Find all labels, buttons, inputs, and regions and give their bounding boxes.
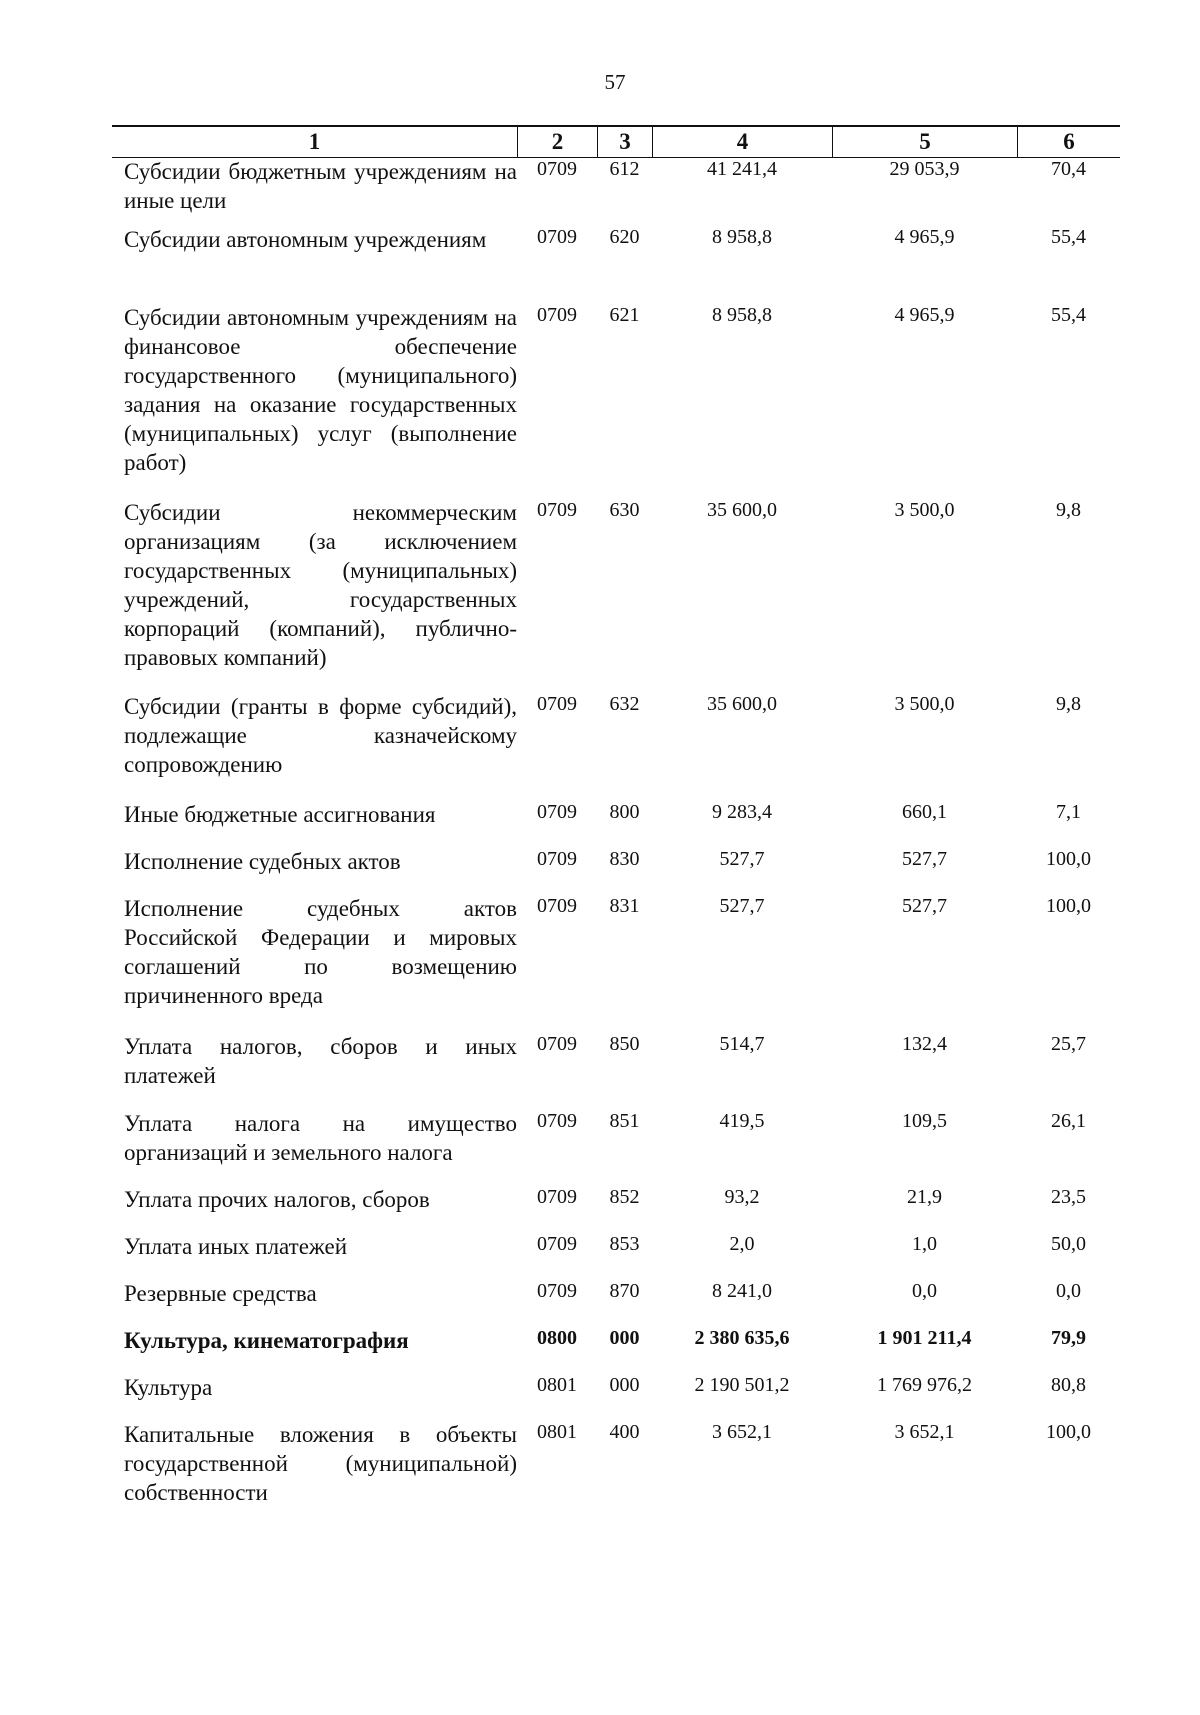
row-type: 830 <box>609 848 640 870</box>
table-row <box>112 692 1120 800</box>
row-plan: 93,2 <box>724 1186 760 1208</box>
row-section: 0709 <box>537 848 577 870</box>
table-row <box>112 1279 1120 1326</box>
row-fact: 1 901 211,4 <box>877 1327 972 1349</box>
row-plan: 419,5 <box>719 1110 765 1132</box>
row-name: Субсидии некоммерческим организациям (за исключением государственных (муниципальных) учреждений, государственных корпораций (компаний), публично-правовых компаний) <box>124 500 517 670</box>
row-percent: 0,0 <box>1056 1280 1081 1302</box>
row-section: 0800 <box>537 1327 577 1349</box>
row-fact: 527,7 <box>902 848 947 870</box>
table-row <box>112 800 1120 847</box>
row-section: 0801 <box>537 1421 577 1443</box>
row-section: 0709 <box>537 1186 577 1208</box>
row-name: Исполнение судебных актов Российской Федерации и мировых соглашений по возмещению причиненного вреда <box>124 896 517 1008</box>
row-name: Культура, кинематография <box>124 1328 409 1353</box>
row-name: Субсидии (гранты в форме субсидий), подлежащие казначейскому сопровождению <box>124 694 517 777</box>
row-plan: 8 241,0 <box>712 1280 772 1302</box>
row-plan: 2,0 <box>729 1233 755 1255</box>
row-section: 0709 <box>537 226 577 248</box>
row-percent: 100,0 <box>1046 895 1091 917</box>
row-type: 852 <box>609 1186 640 1208</box>
row-section: 0709 <box>537 158 577 180</box>
table-header <box>112 125 1120 158</box>
row-type: 621 <box>609 304 640 326</box>
row-plan: 8 958,8 <box>712 304 772 326</box>
table-row <box>112 1109 1120 1185</box>
row-fact: 1,0 <box>912 1233 937 1255</box>
row-percent: 70,4 <box>1051 158 1086 180</box>
table-row <box>112 1420 1120 1520</box>
row-type: 612 <box>609 158 640 180</box>
row-type: 630 <box>609 499 640 521</box>
row-plan: 2 190 501,2 <box>694 1374 790 1396</box>
row-type: 853 <box>609 1233 640 1255</box>
row-section: 0709 <box>537 693 577 715</box>
row-fact: 3 500,0 <box>894 499 955 521</box>
row-plan: 514,7 <box>719 1033 765 1055</box>
table-row <box>112 1373 1120 1420</box>
row-plan: 3 652,1 <box>712 1421 772 1443</box>
row-name: Резервные средства <box>124 1281 317 1306</box>
row-section: 0709 <box>537 1110 577 1132</box>
column-header-3: 3 <box>597 127 652 157</box>
row-plan: 35 600,0 <box>707 499 777 521</box>
row-name: Исполнение судебных актов <box>124 849 401 874</box>
row-section: 0709 <box>537 499 577 521</box>
row-type: 870 <box>609 1280 640 1302</box>
page-number: 57 <box>604 70 626 94</box>
row-fact: 660,1 <box>902 801 947 823</box>
column-header-1: 1 <box>308 129 321 154</box>
row-name: Капитальные вложения в объекты государственной (муниципальной) собственности <box>124 1422 517 1505</box>
column-header-2: 2 <box>517 127 597 157</box>
row-fact: 1 769 976,2 <box>877 1374 972 1396</box>
row-fact: 4 965,9 <box>894 226 955 248</box>
row-percent: 55,4 <box>1051 226 1086 248</box>
table-row <box>112 1326 1120 1373</box>
row-name: Иные бюджетные ассигнования <box>124 802 436 827</box>
row-type: 831 <box>609 895 640 917</box>
row-fact: 0,0 <box>912 1280 937 1302</box>
row-section: 0709 <box>537 1033 577 1055</box>
row-percent: 26,1 <box>1051 1110 1086 1132</box>
row-name: Уплата иных платежей <box>124 1234 348 1259</box>
row-fact: 3 500,0 <box>894 693 955 715</box>
row-type: 632 <box>609 693 640 715</box>
row-fact: 3 652,1 <box>894 1421 955 1443</box>
row-section: 0709 <box>537 304 577 326</box>
row-percent: 50,0 <box>1051 1233 1086 1255</box>
row-section: 0709 <box>537 801 577 823</box>
table-row <box>112 157 1120 225</box>
table-body <box>112 157 1120 1520</box>
row-name: Субсидии автономным учреждениям <box>124 227 487 252</box>
row-percent: 80,8 <box>1051 1374 1086 1396</box>
row-type: 850 <box>609 1033 640 1055</box>
row-percent: 23,5 <box>1051 1186 1086 1208</box>
row-type: 851 <box>609 1110 640 1132</box>
row-fact: 29 053,9 <box>889 158 960 180</box>
row-fact: 4 965,9 <box>894 304 955 326</box>
row-percent: 55,4 <box>1051 304 1086 326</box>
row-percent: 7,1 <box>1056 801 1081 823</box>
row-name: Субсидии бюджетным учреждениям на иные цели <box>124 159 517 213</box>
row-section: 0709 <box>537 1280 577 1302</box>
row-fact: 21,9 <box>907 1186 942 1208</box>
table-row <box>112 1232 1120 1279</box>
table-row <box>112 894 1120 1032</box>
row-type: 400 <box>609 1421 640 1443</box>
row-type: 000 <box>609 1327 640 1349</box>
row-percent: 79,9 <box>1051 1327 1086 1349</box>
row-fact: 109,5 <box>902 1110 947 1132</box>
row-plan: 2 380 635,6 <box>694 1327 790 1349</box>
table-row <box>112 498 1120 692</box>
row-plan: 527,7 <box>719 895 765 917</box>
row-plan: 8 958,8 <box>712 226 772 248</box>
column-header-6: 6 <box>1017 127 1120 157</box>
row-fact: 132,4 <box>902 1033 947 1055</box>
row-name: Культура <box>124 1375 213 1400</box>
row-section: 0709 <box>537 895 577 917</box>
row-percent: 25,7 <box>1051 1033 1086 1055</box>
row-percent: 9,8 <box>1056 693 1081 715</box>
row-percent: 100,0 <box>1046 1421 1091 1443</box>
row-name: Уплата налога на имущество организаций и земельного налога <box>124 1111 517 1165</box>
table-row <box>112 1032 1120 1109</box>
column-header-4: 4 <box>652 127 832 157</box>
row-name: Уплата налогов, сборов и иных платежей <box>124 1034 517 1088</box>
row-percent: 100,0 <box>1046 848 1091 870</box>
row-type: 620 <box>609 226 640 248</box>
row-percent: 9,8 <box>1056 499 1081 521</box>
row-plan: 527,7 <box>719 848 765 870</box>
column-header-5: 5 <box>832 127 1017 157</box>
row-plan: 35 600,0 <box>707 693 777 715</box>
row-fact: 527,7 <box>902 895 947 917</box>
row-plan: 9 283,4 <box>712 801 772 823</box>
row-type: 800 <box>609 801 640 823</box>
table-row <box>112 225 1120 303</box>
table-row <box>112 1185 1120 1232</box>
row-plan: 41 241,4 <box>707 158 777 180</box>
table-row <box>112 847 1120 894</box>
row-section: 0801 <box>537 1374 577 1396</box>
row-section: 0709 <box>537 1233 577 1255</box>
row-name: Субсидии автономным учреждениям на финансовое обеспечение государственного (муниципального) задания на оказание государственных (муниципальных) услуг (выполнение работ) <box>124 305 517 475</box>
row-name: Уплата прочих налогов, сборов <box>124 1187 430 1212</box>
row-type: 000 <box>609 1374 640 1396</box>
table-row <box>112 303 1120 498</box>
